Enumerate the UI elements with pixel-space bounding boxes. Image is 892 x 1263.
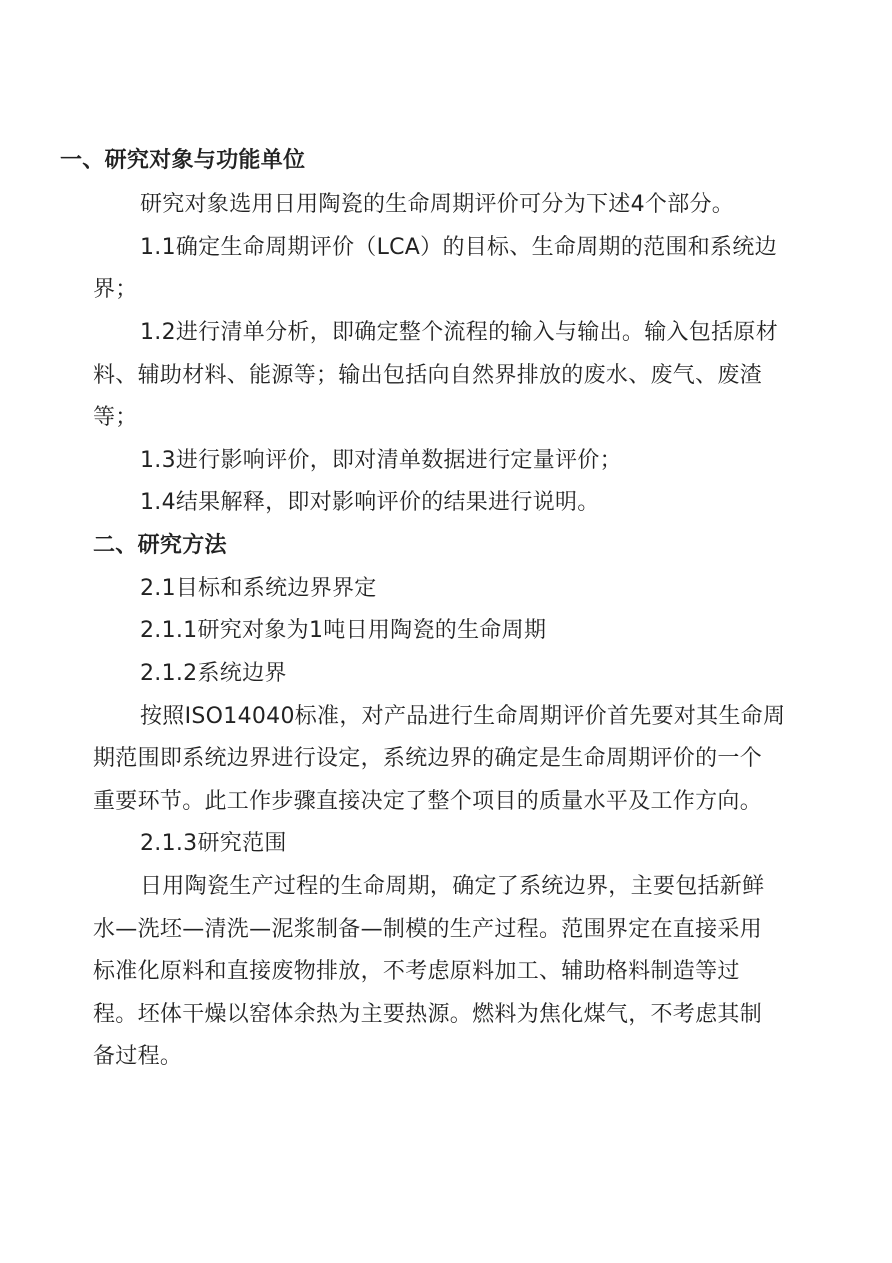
section-heading-1: 一、研究对象与功能单位 bbox=[60, 148, 306, 173]
paragraph-intro: 研究对象选用日用陶瓷的生命周期评价可分为下述4个部分。 bbox=[140, 192, 735, 217]
subsection-2-1-1: 2.1.1研究对象为1吨日用陶瓷的生命周期 bbox=[140, 618, 547, 643]
paragraph-boundary-line1: 按照ISO14040标准，对产品进行生命周期评价首先要对其生命周 bbox=[140, 704, 786, 729]
section-heading-2: 二、研究方法 bbox=[93, 533, 227, 558]
paragraph-boundary-line2: 期范围即系统边界进行设定，系统边界的确定是生命周期评价的一个 bbox=[93, 746, 763, 771]
paragraph-boundary-line3: 重要环节。此工作步骤直接决定了整个项目的质量水平及工作方向。 bbox=[93, 789, 763, 814]
item-1-1-line1: 1.1确定生命周期评价（LCA）的目标、生命周期的范围和系统边 bbox=[140, 235, 777, 260]
paragraph-scope-line1: 日用陶瓷生产过程的生命周期，确定了系统边界，主要包括新鲜 bbox=[140, 874, 765, 899]
item-1-2-line3: 等； bbox=[93, 405, 138, 430]
subsection-2-1: 2.1目标和系统边界界定 bbox=[140, 576, 377, 601]
paragraph-scope-line2: 水—洗坯—清洗—泥浆制备—制模的生产过程。范围界定在直接采用 bbox=[93, 917, 763, 942]
paragraph-scope-line4: 程。坯体干燥以窑体余热为主要热源。燃料为焦化煤气，不考虑其制 bbox=[93, 1002, 763, 1027]
item-1-2-line1: 1.2进行清单分析，即确定整个流程的输入与输出。输入包括原材 bbox=[140, 320, 778, 345]
subsection-2-1-3: 2.1.3研究范围 bbox=[140, 831, 287, 856]
item-1-4: 1.4结果解释，即对影响评价的结果进行说明。 bbox=[140, 490, 600, 515]
paragraph-scope-line5: 备过程。 bbox=[93, 1044, 183, 1069]
item-1-3: 1.3进行影响评价，即对清单数据进行定量评价； bbox=[140, 448, 622, 473]
item-1-2-line2: 料、辅助材料、能源等；输出包括向自然界排放的废水、废气、废渣 bbox=[93, 363, 763, 388]
paragraph-scope-line3: 标准化原料和直接废物排放，不考虑原料加工、辅助格料制造等过 bbox=[93, 959, 740, 984]
item-1-1-line2: 界； bbox=[93, 277, 138, 302]
subsection-2-1-2: 2.1.2系统边界 bbox=[140, 661, 287, 686]
